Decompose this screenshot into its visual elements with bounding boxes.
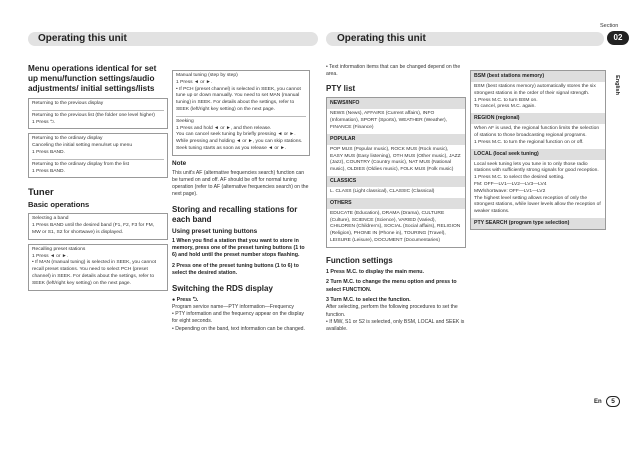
box-line: Returning to the ordinary display bbox=[32, 136, 103, 142]
preset-step-1: 1 When you find a station that you want to store in memory, press one of the preset tuning buttons (1 to 6) and hold until the preset number stops flashing. bbox=[172, 237, 305, 259]
right-header-title: Operating this unit bbox=[337, 33, 426, 44]
setting-body: Local seek tuning lets you tune in to only those radio stations with sufficiently strong signals for good reception. 1 Press M.C. to select the desired setting. FM: OFF—LV1—LV2—LV3—LV4 MW/shortwave: OFF—LV1—LV2 The highest level setting allows reception of only the strongest stations, while lower levels allow the reception of weaker stations. bbox=[474, 161, 601, 215]
language-tab-label: English bbox=[613, 75, 620, 95]
function-bullet: • If MW, S1 or S2 is selected, only BSM, LOCAL and SEEK is available. bbox=[326, 318, 465, 332]
box-line: You can cancel seek tuning by briefly pressing ◄ or ►. bbox=[176, 132, 296, 138]
box-line: 1 Press ⮌. bbox=[32, 119, 56, 125]
category-body: NEWS (News), AFFAIRS (Current affairs), INFO (Information), SPORT (Sports), WEATHER (Weather), FINANCE (Finance) bbox=[330, 111, 448, 130]
manual-tuning-box bbox=[172, 70, 310, 156]
footer-language: En bbox=[594, 399, 602, 405]
rds-text: Program service name—PTY information—Frequency bbox=[172, 304, 294, 311]
rds-bullet-2: • Depending on the band, text information can be changed. bbox=[172, 325, 305, 332]
function-settings-title: Function settings bbox=[326, 255, 393, 265]
recalling-presets-box bbox=[28, 244, 168, 291]
left-header-title: Operating this unit bbox=[38, 33, 127, 44]
box-line: Recalling preset stations bbox=[32, 246, 86, 252]
setting-head: PTY SEARCH (program type selection) bbox=[471, 218, 605, 229]
box-line: 1 Press and hold ◄ or ►, and then release. bbox=[176, 125, 272, 131]
box-line: Selecting a band bbox=[32, 216, 69, 222]
returning-previous-box bbox=[28, 98, 168, 129]
divider bbox=[32, 110, 164, 111]
box-line: Manual tuning (step by step) bbox=[176, 73, 238, 78]
returning-ordinary-box bbox=[28, 133, 168, 178]
setting-head: LOCAL (local seek tuning) bbox=[471, 149, 605, 160]
column-3 bbox=[326, 64, 466, 333]
box-line: Returning to the ordinary display from the list bbox=[32, 161, 130, 167]
column-2 bbox=[172, 70, 310, 333]
category-body: EDUCATE (Education), DRAMA (Drama), CULTURE (Culture), SCIENCE (Science), VARIED (Varied), CHILDREN (Children's), SOCIAL (Social affairs), RELIGION (Religion), PHONE IN (Phone in), TOURING (Travel), LEISURE (Leisure), DOCUMENT (Documentaries) bbox=[330, 210, 461, 243]
divider bbox=[176, 116, 306, 117]
basic-operations-title: Basic operations bbox=[28, 200, 90, 210]
setting-head: BSM (best stations memory) bbox=[471, 71, 605, 82]
preset-buttons-title: Using preset tuning buttons bbox=[172, 227, 258, 235]
function-settings-table bbox=[470, 70, 606, 230]
column-1 bbox=[28, 64, 168, 295]
box-line: While pressing and holding ◄ or ►, you can skip stations. Seek tuning starts as soon as you release ◄ or ►. bbox=[176, 139, 303, 151]
function-step-2: 2 Turn M.C. to change the menu option and press to select FUNCTION. bbox=[326, 279, 457, 293]
box-line: Canceling the initial setting menu/set up menu bbox=[32, 143, 133, 149]
box-line: Returning to the previous list (the folder one level higher) bbox=[32, 112, 155, 118]
right-header-bar bbox=[326, 32, 604, 46]
box-line: Seeking bbox=[176, 118, 194, 124]
category-body: POP MUS (Popular music), ROCK MUS (Rock music), EASY MUS (Easy listening), OTH MUS (Other music), JAZZ (Jazz), COUNTRY (Country music), NAT MUS (National music), OLDIES (Oldies music), FOLK MUS (Folk music) bbox=[330, 146, 461, 173]
box-line: Returning to the previous display bbox=[32, 101, 104, 106]
preset-step-2: 2 Press one of the preset tuning buttons (1 to 6) to select the desired station. bbox=[172, 262, 299, 277]
box-line: 1 Press BAND. bbox=[32, 149, 65, 155]
function-after-text: After selecting, perform the following procedures to set the function. bbox=[326, 304, 458, 318]
category-body: L. CLASS (Light classical), CLASSIC (Classical) bbox=[330, 188, 435, 194]
column-4 bbox=[470, 70, 606, 233]
storing-stations-title: Storing and recalling stations for each band bbox=[172, 204, 298, 224]
left-header-bar bbox=[28, 32, 318, 46]
rds-bullet-1: • PTY information and the frequency appear on the display for eight seconds. bbox=[172, 311, 304, 325]
box-line: • If PCH (preset channel) is selected in SEEK, you cannot tune up or down manually. You need to set MAN (manual tuning) in SEEK. For details about the settings, refer to SEEK (left/right key setting) on the next page. bbox=[176, 86, 301, 112]
setting-body: BSM (best stations memory) automatically stores the six strongest stations in the order of their signal strength. 1 Press M.C. to turn BSM on. To cancel, press M.C. again. bbox=[474, 84, 596, 110]
rds-display-title: Switching the RDS display bbox=[172, 283, 273, 293]
box-line: 1 Press BAND until the desired band (F1, F2, F3 for FM, MW or S1, S2 for shortwave) is displayed. bbox=[32, 223, 155, 235]
section-number-badge: 02 bbox=[607, 31, 629, 45]
selecting-band-box bbox=[28, 213, 168, 239]
box-line: 1 Press ◄ or ►. bbox=[176, 79, 213, 85]
divider bbox=[32, 159, 164, 160]
setting-head: REGION (regional) bbox=[471, 113, 605, 124]
intro-note: • Text information items that can be changed depend on the area. bbox=[326, 64, 461, 78]
tuner-title: Tuner bbox=[28, 187, 54, 199]
category-head: NEWS/INFO bbox=[327, 98, 465, 109]
function-step-1: 1 Press M.C. to display the main menu. bbox=[326, 268, 425, 275]
page-number: 5 bbox=[606, 396, 620, 407]
note-text: This unit's AF (alternative frequencies search) function can be turned on and off. AF should be off for normal tuning operation (refer to AF (alternative frequencies search) on the next page). bbox=[172, 169, 309, 198]
function-step-3: 3 Turn M.C. to select the function. bbox=[326, 296, 411, 303]
box-line: 1 Press BAND. bbox=[32, 168, 65, 174]
category-head: CLASSICS bbox=[327, 176, 465, 187]
pty-list-title: PTY list bbox=[326, 84, 356, 94]
box-line: 1 Press ◄ or ►. bbox=[32, 253, 69, 259]
box-line: • If MAN (manual tuning) is selected in SEEK, you cannot recall preset stations. You need to select PCH (preset channel) in SEEK. For details about the settings, refer to SEEK (left/right key setting) on the next page. bbox=[32, 260, 157, 286]
rds-press: ● Press ⮌. bbox=[172, 296, 199, 303]
setting-body: When AF is used, the regional function limits the selection of stations to those broadcasting regional programs. 1 Press M.C. to turn the regional function on or off. bbox=[474, 126, 600, 145]
category-head: POPULAR bbox=[327, 134, 465, 145]
language-tab bbox=[613, 70, 625, 110]
pty-table bbox=[326, 97, 466, 247]
category-head: OTHERS bbox=[327, 198, 465, 209]
menu-operations-title: Menu operations identical for set up menu/function settings/audio adjustments/ initial settings/lists bbox=[28, 64, 157, 93]
note-title: Note bbox=[172, 159, 187, 167]
section-label: Section bbox=[600, 23, 619, 29]
